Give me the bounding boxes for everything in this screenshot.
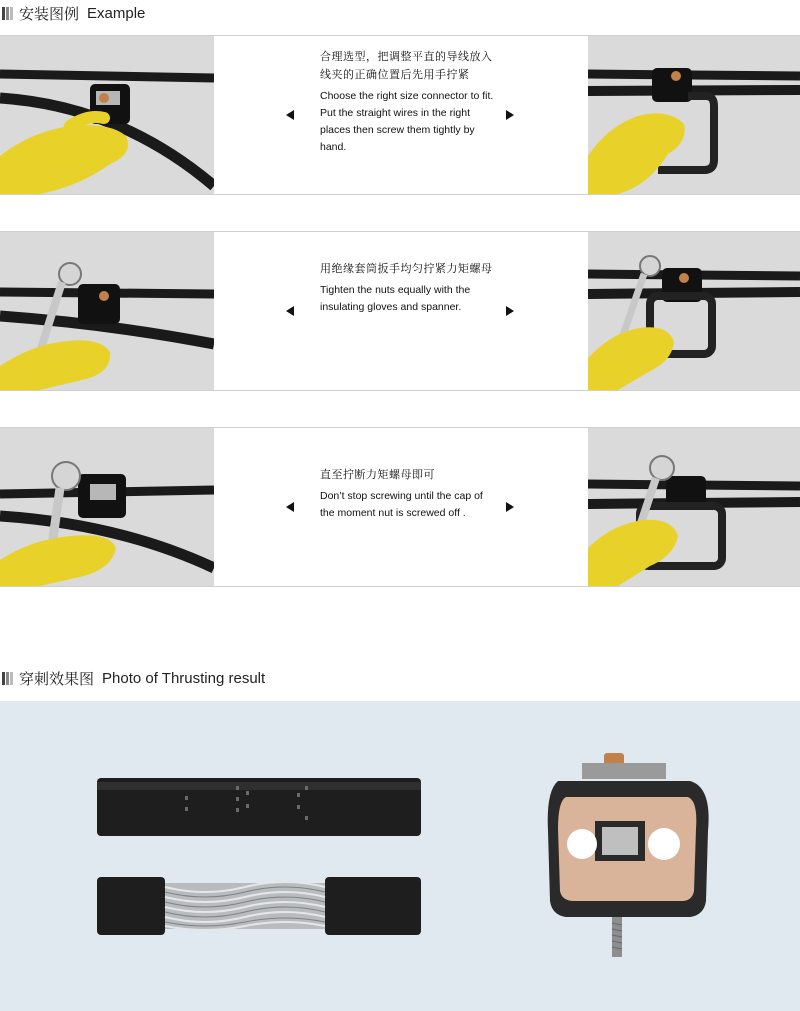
step-1-text-en: Choose the right size connector to fit. Put the straight wires in the right places then screw them tightly by hand. — [320, 90, 494, 153]
step-2-instructions — [214, 232, 588, 390]
left-arrow-icon[interactable] — [286, 502, 294, 512]
section-bars-icon — [2, 672, 13, 685]
install-title-zh: 安装图例 — [19, 4, 80, 23]
result-section-header — [2, 666, 265, 690]
stripped-cable — [97, 877, 421, 935]
step-3-text-en: Don’t stop screwing until the cap of the moment nut is screwed off . — [320, 490, 483, 519]
intact-cable — [97, 778, 421, 836]
right-arrow-icon[interactable] — [506, 110, 514, 120]
step-2-text-en: Tighten the nuts equally with the insulating gloves and spanner. — [320, 284, 471, 313]
right-arrow-icon[interactable] — [506, 306, 514, 316]
right-arrow-icon[interactable] — [506, 502, 514, 512]
step-1-instructions — [214, 36, 588, 194]
left-arrow-icon[interactable] — [286, 110, 294, 120]
thrusting-result-photo — [0, 701, 800, 1011]
install-section-header — [2, 1, 145, 25]
install-step-1 — [0, 35, 800, 195]
install-title-en: Example — [87, 4, 146, 22]
step-3-photo-left — [0, 428, 214, 586]
step-3-instructions — [214, 428, 588, 586]
step-2-photo-right — [588, 232, 800, 390]
step-3-text-zh: 直至拧断力矩螺母即可 — [320, 468, 435, 481]
result-title-zh: 穿刺效果图 — [19, 669, 95, 688]
step-1-photo-right — [588, 36, 800, 194]
connector-cross-section — [548, 753, 709, 957]
step-3-photo-right — [588, 428, 800, 586]
section-bars-icon — [2, 7, 13, 20]
step-1-text-zh: 合理选型，把调整平直的导线放入线夹的正确位置后先用手拧紧 — [320, 50, 493, 81]
left-arrow-icon[interactable] — [286, 306, 294, 316]
step-1-photo-left — [0, 36, 214, 194]
result-title-en: Photo of Thrusting result — [102, 669, 266, 687]
step-2-photo-left — [0, 232, 214, 390]
install-step-3 — [0, 427, 800, 587]
install-step-2 — [0, 231, 800, 391]
step-2-text-zh: 用绝缘套筒扳手均匀拧紧力矩螺母 — [320, 262, 493, 275]
